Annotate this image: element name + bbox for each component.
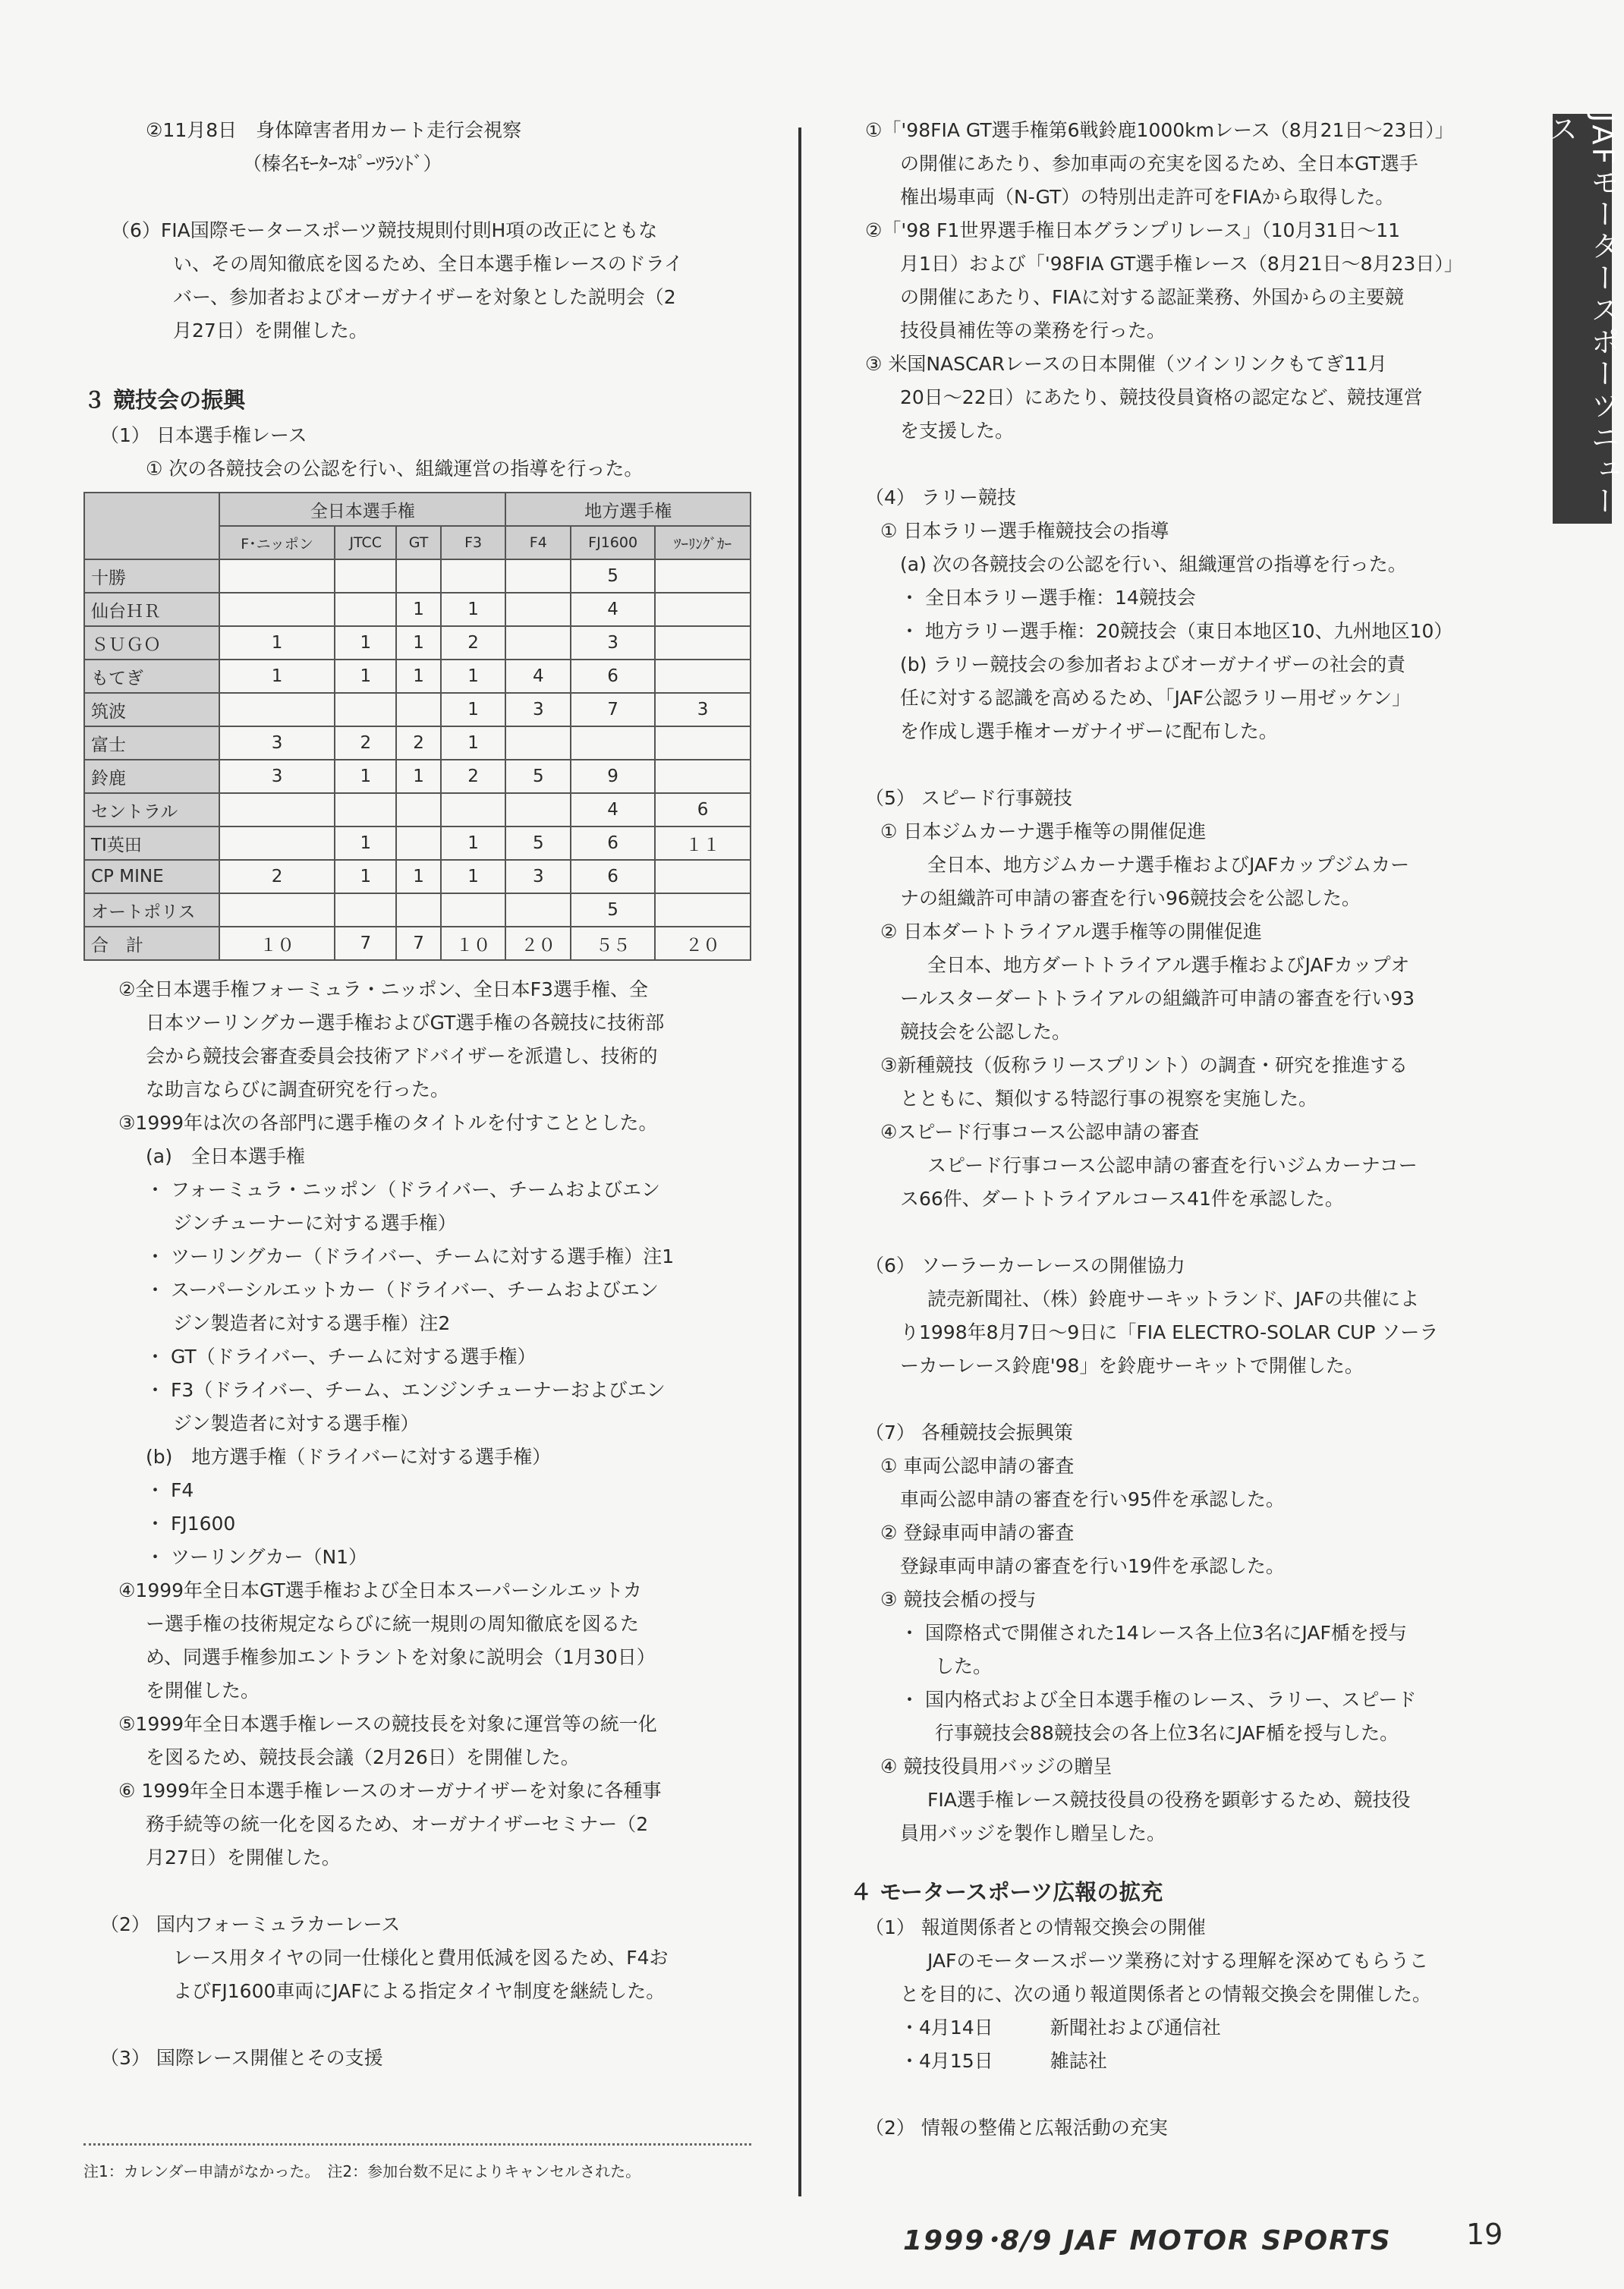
text-line: ・ ツーリングカー（ドライバー、チームに対する選手権）注1 [146, 1245, 675, 1267]
table-row-label: TI英田 [84, 826, 219, 860]
text-line: り1998年8月7日〜9日に「FIA ELECTRO-SOLAR CUP ソーラ [900, 1321, 1439, 1343]
table-cell: 5 [505, 826, 571, 860]
text-line: ・ 地方ラリー選手権：20競技会（東日本地区10、九州地区10） [900, 620, 1453, 642]
table-cell: １０ [441, 927, 506, 960]
text-line: 競技会を公認した。 [900, 1021, 1072, 1043]
table-cell [335, 559, 396, 593]
text-line: ① 車両公認申請の審査 [880, 1455, 1075, 1477]
text-line: (b) 地方選手権（ドライバーに対する選手権） [146, 1446, 552, 1468]
subsection-heading: （1） 報道関係者との情報交換会の開催 [865, 1916, 1206, 1938]
text-line: ・ FJ1600 [146, 1513, 236, 1535]
text-line: ・4月14日 新聞社および通信社 [900, 2017, 1221, 2039]
table-cell: 1 [219, 660, 335, 693]
table-column-header: ﾂｰﾘﾝｸﾞｶｰ [655, 526, 751, 559]
column-divider [798, 128, 801, 2196]
text-line: ③新種競技（仮称ラリースプリント）の調査・研究を推進する [880, 1054, 1408, 1076]
table-corner-cell [84, 493, 219, 559]
text-line: よびFJ1600車両にJAFによる指定タイヤ制度を継続した。 [173, 1980, 666, 2002]
text-line: ① 日本ラリー選手権競技会の指導 [880, 520, 1169, 542]
table-cell [505, 726, 571, 760]
text-line: とを目的に、次の通り報道関係者との情報交換会を開催した。 [900, 1983, 1432, 2005]
table-cell: 7 [335, 927, 396, 960]
text-line: バー、参加者およびオーガナイザーを対象とした説明会（2 [173, 286, 676, 308]
table-cell [505, 893, 571, 927]
left-column [83, 114, 751, 2075]
table-row [84, 660, 751, 693]
text-line: 車両公認申請の審査を行い95件を承認した。 [900, 1488, 1285, 1510]
text-line: ・ GT（ドライバー、チームに対する選手権） [146, 1346, 537, 1368]
table-cell: 6 [571, 826, 655, 860]
table-cell: 2 [335, 726, 396, 760]
table-row-label: セントラル [84, 793, 219, 826]
text-line: ・ 国内格式および全日本選手権のレース、ラリー、スピード [900, 1689, 1417, 1711]
table-cell [335, 893, 396, 927]
table-row-label: ＳＵＧＯ [84, 626, 219, 660]
table-cell: 7 [396, 927, 440, 960]
table-cell: 4 [505, 660, 571, 693]
text-line: 会から競技会審査委員会技術アドバイザーを派遣し、技術的 [146, 1045, 658, 1067]
table-cell [219, 793, 335, 826]
text-line: を作成し選手権オーガナイザーに配布した。 [900, 720, 1278, 742]
table-cell: 1 [441, 860, 506, 893]
table-cell: 2 [441, 626, 506, 660]
table-cell [335, 593, 396, 626]
table-row [84, 626, 751, 660]
text-line: 員用バッジを製作し贈呈した。 [900, 1822, 1166, 1844]
table-row-label: 十勝 [84, 559, 219, 593]
table-cell: 6 [571, 660, 655, 693]
table-cell [655, 893, 751, 927]
table-cell [505, 793, 571, 826]
table-cell: ２０ [505, 927, 571, 960]
footnote-divider [83, 2143, 751, 2146]
text-line: JAFのモータースポーツ業務に対する理解を深めてもらうこ [927, 1950, 1429, 1972]
text-line: （榛名ﾓｰﾀｰｽﾎﾟｰﾂﾗﾝﾄﾞ） [243, 153, 442, 175]
text-line: ーカーレース鈴鹿'98」を鈴鹿サーキットで開催した。 [900, 1355, 1364, 1377]
table-row-label: 富士 [84, 726, 219, 760]
subsection-heading: （7） 各種競技会振興策 [865, 1422, 1073, 1444]
table-cell [441, 793, 506, 826]
text-line: した。 [935, 1655, 993, 1677]
table-cell [396, 693, 440, 726]
table-cell [396, 559, 440, 593]
table-cell: 1 [396, 626, 440, 660]
subsection-heading: （4） ラリー競技 [865, 486, 1016, 508]
text-line: レース用タイヤの同一仕様化と費用低減を図るため、F4お [173, 1947, 669, 1969]
table-cell: 3 [219, 760, 335, 793]
table-cell: 1 [335, 626, 396, 660]
table-cell: 3 [505, 693, 571, 726]
group-header-national: 全日本選手権 [219, 493, 505, 526]
table-cell: 1 [396, 660, 440, 693]
table-row-label: 合 計 [84, 927, 219, 960]
text-line: 権出場車両（N-GT）の特別出走許可をFIAから取得した。 [900, 186, 1395, 208]
table-row-label: 鈴鹿 [84, 760, 219, 793]
table-cell: 5 [571, 559, 655, 593]
text-line: 務手続等の統一化を図るため、オーガナイザーセミナー（2 [146, 1813, 649, 1835]
subsection-heading: （5） スピード行事競技 [865, 787, 1072, 809]
table-cell: 5 [505, 760, 571, 793]
table-cell [335, 693, 396, 726]
right-column [850, 114, 1518, 2145]
text-line: ・ フォーミュラ・ニッポン（ドライバー、チームおよびエン [146, 1179, 660, 1201]
subsection-heading: （2） 情報の整備と広報活動の充実 [865, 2117, 1168, 2139]
table-cell: 1 [441, 660, 506, 693]
table-row-label: CP MINE [84, 860, 219, 893]
text-line: ・ ツーリングカー（N1） [146, 1546, 368, 1568]
table-cell: 1 [335, 860, 396, 893]
table-cell [396, 826, 440, 860]
text-line: ① 次の各競技会の公認を行い、組織運営の指導を行った。 [146, 458, 644, 480]
table-cell: 1 [396, 593, 440, 626]
text-line: ・ F3（ドライバー、チーム、エンジンチューナーおよびエン [146, 1379, 666, 1401]
text-line: ② 日本ダートトライアル選手権等の開催促進 [880, 921, 1262, 943]
text-line: 日本ツーリングカー選手権およびGT選手権の各競技に技術部 [146, 1012, 665, 1034]
text-line: ールスターダートトライアルの組織許可申請の審査を行い93 [900, 987, 1415, 1009]
text-line: 月27日）を開催した。 [173, 320, 368, 342]
text-line: ②11月8日 身体障害者用カート走行会視察 [146, 119, 522, 141]
table-cell [396, 793, 440, 826]
text-line: ジンチューナーに対する選手権） [173, 1212, 457, 1234]
table-cell: 1 [335, 660, 396, 693]
text-line: ④スピード行事コース公認申請の審査 [880, 1121, 1200, 1143]
table-row-label: オートポリス [84, 893, 219, 927]
table-cell [219, 826, 335, 860]
text-line: 技役員補佐等の業務を行った。 [900, 320, 1166, 342]
section-heading: ４ モータースポーツ広報の拡充 [850, 1879, 1163, 1905]
section-heading: ３ 競技会の振興 [83, 387, 246, 413]
text-line: ジン製造者に対する選手権）注2 [173, 1312, 451, 1334]
table-row [84, 893, 751, 927]
table-cell [441, 893, 506, 927]
table-cell [655, 559, 751, 593]
text-line: ナの組織許可申請の審査を行い96競技会を公認した。 [900, 887, 1361, 909]
table-column-header: JTCC [335, 526, 396, 559]
text-line: 20日〜22日）にあたり、競技役員資格の認定など、競技運営 [900, 386, 1423, 408]
text-line: ②全日本選手権フォーミュラ・ニッポン、全日本F3選手権、全 [118, 978, 648, 1000]
table-row [84, 860, 751, 893]
group-header-regional: 地方選手権 [505, 493, 751, 526]
footnote: 注1：カレンダー申請がなかった。 注2：参加台数不足によりキャンセルされた。 [83, 2162, 641, 2180]
text-line: め、同選手権参加エントラントを対象に説明会（1月30日） [146, 1646, 656, 1668]
table-cell [505, 626, 571, 660]
table-cell [219, 693, 335, 726]
table-cell: 1 [396, 860, 440, 893]
table-cell: 6 [655, 793, 751, 826]
text-line: ・ F4 [146, 1479, 194, 1501]
table-cell: 1 [441, 726, 506, 760]
table-cell: ５５ [571, 927, 655, 960]
text-line: ② 登録車両申請の審査 [880, 1522, 1075, 1544]
table-cell: 1 [441, 593, 506, 626]
table-row-label: 仙台ＨＲ [84, 593, 219, 626]
table-cell: 3 [571, 626, 655, 660]
table-cell: 1 [335, 826, 396, 860]
text-line: とともに、類似する特認行事の視察を実施した。 [900, 1088, 1318, 1110]
table-cell: 1 [396, 760, 440, 793]
text-line: ④ 競技役員用バッジの贈呈 [880, 1755, 1113, 1777]
text-line: ジン製造者に対する選手権） [173, 1412, 420, 1434]
table-cell [396, 893, 440, 927]
table-row [84, 693, 751, 726]
text-line: ・ 全日本ラリー選手権：14競技会 [900, 587, 1196, 609]
magazine-title: 1999･8/9 JAF MOTOR SPORTS [903, 2225, 1392, 2256]
text-line: を開催した。 [146, 1680, 260, 1702]
table-cell: １１ [655, 826, 751, 860]
table-row [84, 760, 751, 793]
text-line: の開催にあたり、FIAに対する認証業務、外国からの主要競 [900, 286, 1404, 308]
table-cell: 2 [441, 760, 506, 793]
text-line: ー選手権の技術規定ならびに統一規則の周知徹底を図るた [146, 1613, 640, 1635]
text-line: い、その周知徹底を図るため、全日本選手権レースのドライ [173, 253, 684, 275]
table-cell: 4 [571, 593, 655, 626]
text-line: 任に対する認識を高めるため、「JAF公認ラリー用ゼッケン」 [900, 687, 1412, 709]
table-cell: 6 [571, 860, 655, 893]
table-cell: 1 [441, 693, 506, 726]
table-cell [571, 726, 655, 760]
table-row [84, 559, 751, 593]
table-cell: 5 [571, 893, 655, 927]
text-line: ③ 米国NASCARレースの日本開催（ツインリンクもてぎ11月 [865, 353, 1387, 375]
table-cell: 1 [441, 826, 506, 860]
table-row [84, 826, 751, 860]
table-cell: 7 [571, 693, 655, 726]
table-cell [441, 559, 506, 593]
table-cell: １０ [219, 927, 335, 960]
table-cell: 3 [219, 726, 335, 760]
table-row [84, 927, 751, 960]
text-line: ③ 競技会楯の授与 [880, 1588, 1037, 1610]
text-line: （6）FIA国際モータースポーツ競技規則付則H項の改正にともな [111, 219, 658, 241]
table-cell [655, 860, 751, 893]
table-cell [655, 660, 751, 693]
table-cell [219, 893, 335, 927]
subsection-heading: （3） 国際レース開催とその支援 [100, 2047, 383, 2069]
text-line: 読売新聞社、（株）鈴鹿サーキットランド、JAFの共催によ [927, 1288, 1420, 1310]
competition-table [83, 492, 751, 961]
table-cell [655, 726, 751, 760]
table-cell: 1 [219, 626, 335, 660]
table-cell [505, 559, 571, 593]
table-cell: 2 [396, 726, 440, 760]
text-line: 登録車両申請の審査を行い19件を承認した。 [900, 1555, 1285, 1577]
table-cell [655, 626, 751, 660]
text-line: ・ 国際格式で開催された14レース各上位3名にJAF楯を授与 [900, 1622, 1407, 1644]
table-cell: 9 [571, 760, 655, 793]
text-line: (b) ラリー競技会の参加者およびオーガナイザーの社会的責 [900, 653, 1406, 675]
text-line: の開催にあたり、参加車両の充実を図るため、全日本GT選手 [900, 153, 1418, 175]
subsection-heading: （2） 国内フォーミュラカーレース [100, 1913, 401, 1935]
table-row-label: もてぎ [84, 660, 219, 693]
text-line: ①「'98FIA GT選手権第6戦鈴鹿1000kmレース（8月21日〜23日）」 [865, 119, 1454, 141]
text-line: スピード行事コース公認申請の審査を行いジムカーナコー [927, 1154, 1418, 1176]
text-line: を図るため、競技長会議（2月26日）を開催した。 [146, 1746, 580, 1768]
text-line: ②「'98 F1世界選手権日本グランプリレース」（10月31日〜11 [865, 219, 1401, 241]
table-cell: 2 [219, 860, 335, 893]
table-cell [655, 593, 751, 626]
text-line: 月27日）を開催した。 [146, 1847, 341, 1869]
text-line: ス66件、ダートトライアルコース41件を承認した。 [900, 1188, 1344, 1210]
text-line: ③1999年は次の各部門に選手権のタイトルを付すこととした。 [118, 1112, 658, 1134]
subsection-heading: （6） ソーラーカーレースの開催協力 [865, 1255, 1185, 1277]
text-line: 全日本、地方ジムカーナ選手権およびJAFカップジムカー [927, 854, 1410, 876]
table-cell: ２０ [655, 927, 751, 960]
table-cell [219, 559, 335, 593]
table-column-header: FJ1600 [571, 526, 655, 559]
text-line: を支援した。 [900, 420, 1015, 442]
text-line: (a) 全日本選手権 [146, 1145, 305, 1167]
table-cell [655, 760, 751, 793]
table-cell: 3 [505, 860, 571, 893]
table-cell: 4 [571, 793, 655, 826]
text-line: 月1日）および「'98FIA GT選手権レース（8月21日〜8月23日）」 [900, 253, 1463, 275]
table-column-header: F4 [505, 526, 571, 559]
text-line: (a) 次の各競技会の公認を行い、組織運営の指導を行った。 [900, 553, 1407, 575]
table-cell: 1 [335, 760, 396, 793]
text-line: ⑤1999年全日本選手権レースの競技長を対象に運営等の統一化 [118, 1713, 657, 1735]
text-line: FIA選手権レース競技役員の役務を顕彰するため、競技役 [927, 1789, 1411, 1811]
text-line: ・4月15日 雑誌社 [900, 2050, 1107, 2072]
table-column-header: F3 [441, 526, 506, 559]
table-cell [505, 593, 571, 626]
text-line: ① 日本ジムカーナ選手権等の開催促進 [880, 820, 1207, 842]
table-row [84, 593, 751, 626]
table-cell: 3 [655, 693, 751, 726]
sidebar-section-tab: JAFモータースポーツニュース [1553, 114, 1612, 524]
table-cell [219, 593, 335, 626]
text-line: ⑥ 1999年全日本選手権レースのオーガナイザーを対象に各種事 [118, 1780, 662, 1802]
table-row [84, 726, 751, 760]
text-line: な助言ならびに調査研究を行った。 [146, 1078, 450, 1100]
table-cell [335, 793, 396, 826]
text-line: ・ スーパーシルエットカー（ドライバー、チームおよびエン [146, 1279, 659, 1301]
text-line: 行事競技会88競技会の各上位3名にJAF楯を授与した。 [935, 1722, 1399, 1744]
table-column-header: F･ニッポン [219, 526, 335, 559]
page-number: 19 [1466, 2218, 1503, 2251]
subsection-heading: （1） 日本選手権レース [100, 424, 307, 446]
table-row [84, 793, 751, 826]
table-row-label: 筑波 [84, 693, 219, 726]
text-line: ④1999年全日本GT選手権および全日本スーパーシルエットカ [118, 1579, 642, 1601]
text-line: 全日本、地方ダートトライアル選手権およびJAFカップオ [927, 954, 1410, 976]
table-column-header: GT [396, 526, 440, 559]
